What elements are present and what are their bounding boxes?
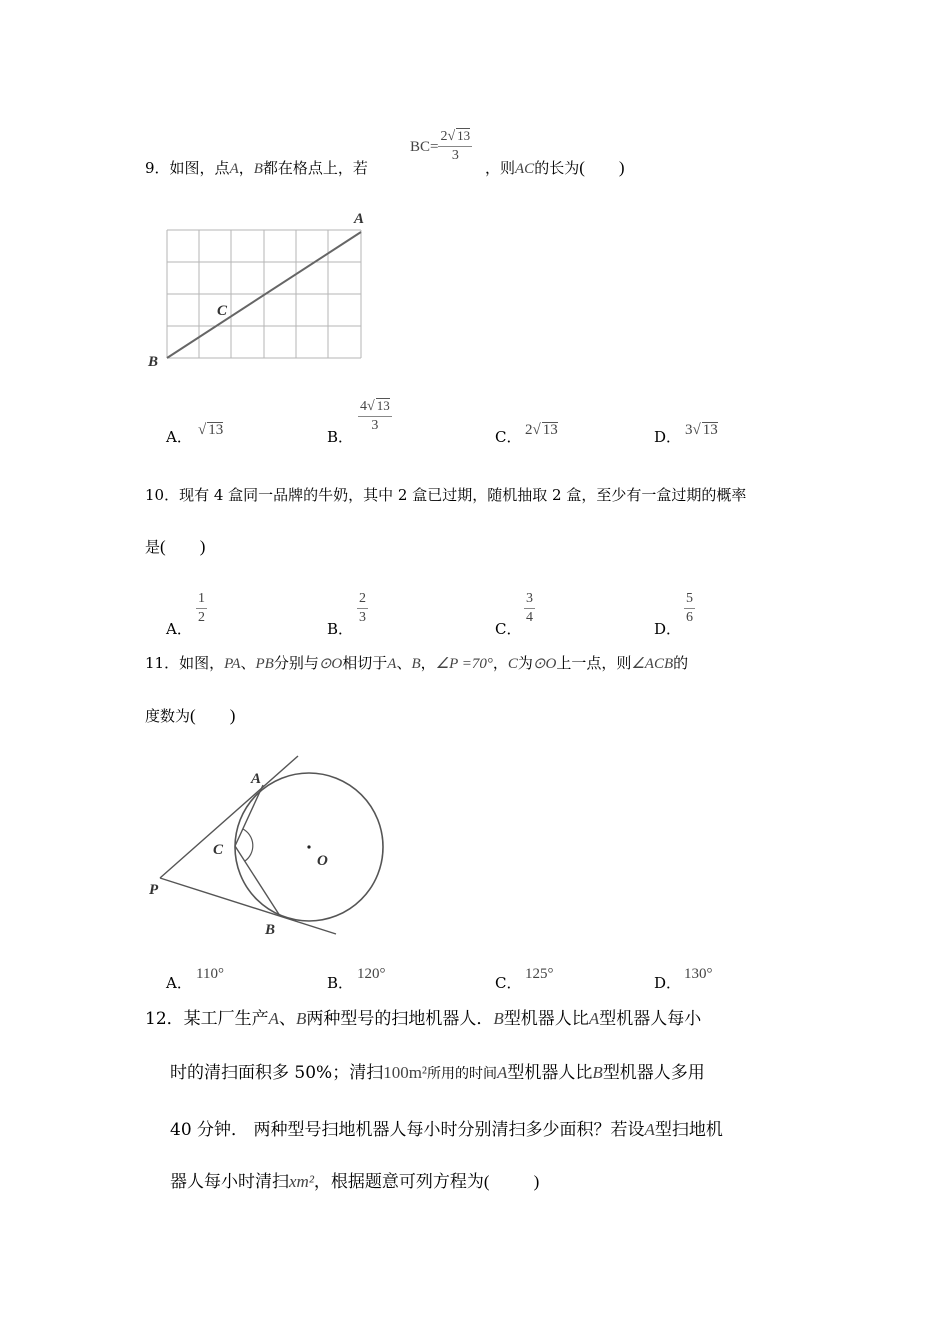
q12-line-1 bbox=[145, 1004, 701, 1029]
q9-option-a-label: A． bbox=[166, 428, 192, 446]
q9-option-b-coef: 4 bbox=[360, 399, 367, 414]
q9-stem-tail bbox=[485, 157, 625, 178]
q12-point-a-3: A bbox=[497, 1063, 508, 1082]
q10-line-1: 10．现有 4 盒同一品牌的牛奶，其中 2 盒已过期，随机抽取 2 盒，至少有一盒过期的概率 bbox=[145, 486, 747, 504]
q9-option-a-radicand: 13 bbox=[208, 422, 224, 438]
q11-option-d-value: 130° bbox=[684, 966, 713, 982]
q11-tangent-pa bbox=[160, 756, 298, 878]
q11-option-c[interactable] bbox=[495, 972, 521, 993]
q10-option-d-value bbox=[684, 590, 695, 627]
q12-point-a-2: A bbox=[588, 1009, 600, 1028]
q9-option-c-value: 2√ 13 bbox=[525, 422, 558, 438]
q9-option-d-radicand: 13 bbox=[702, 422, 718, 438]
q11-text-1: 分别与 bbox=[273, 654, 319, 672]
q10-option-c-value bbox=[524, 590, 535, 627]
q11-point-a: A bbox=[387, 656, 397, 672]
q11-point-b: B bbox=[411, 656, 421, 672]
q11-option-d[interactable] bbox=[654, 972, 681, 993]
q11-number: 11．如图， bbox=[145, 654, 225, 672]
q10-option-b-value bbox=[357, 590, 368, 627]
q11-comma-2: ， bbox=[492, 654, 508, 672]
q9-option-b-den: 3 bbox=[371, 418, 379, 433]
q10-option-c[interactable] bbox=[495, 618, 521, 639]
q9-grid-figure bbox=[140, 205, 380, 375]
q11-circle-figure bbox=[140, 750, 400, 945]
q10-option-d-den: 6 bbox=[686, 610, 693, 625]
q11-pb: PB bbox=[255, 656, 274, 672]
q11-option-b-label: B． bbox=[327, 974, 354, 992]
q9-fig-label-c: C bbox=[217, 303, 228, 319]
q9-paren-open: ( bbox=[579, 158, 585, 177]
q11-text-5: 的 bbox=[673, 654, 689, 672]
q11-option-a[interactable] bbox=[166, 972, 192, 993]
q12-point-a-1: A bbox=[268, 1009, 280, 1028]
q11-fig-label-o: O bbox=[317, 853, 328, 869]
q11-paren-close: ) bbox=[229, 706, 236, 725]
q12-area: 100m² bbox=[383, 1063, 428, 1082]
q9-bc-lhs: BC= bbox=[410, 139, 439, 155]
q11-text-4: 上一点，则 bbox=[556, 654, 632, 672]
q11-line-2 bbox=[145, 705, 235, 726]
q10-option-b-den: 3 bbox=[359, 610, 366, 625]
q11-point-c: C bbox=[507, 656, 518, 672]
q12-point-b-1: B bbox=[296, 1009, 307, 1028]
q11-center-dot bbox=[307, 845, 310, 848]
q10-text-2: 是 bbox=[145, 538, 161, 556]
q10-option-a-label: A． bbox=[166, 620, 192, 638]
q10-option-b[interactable] bbox=[327, 618, 353, 639]
q10-option-c-label: C． bbox=[495, 620, 522, 638]
q12-paren-close: ) bbox=[533, 1172, 540, 1191]
q11-line-1 bbox=[145, 652, 688, 673]
q10-option-b-num: 2 bbox=[357, 590, 368, 609]
q12-xm: xm² bbox=[289, 1172, 314, 1191]
q9-ac: AC bbox=[515, 161, 535, 177]
q9-sep: ， bbox=[238, 159, 254, 177]
q12-line-2 bbox=[170, 1058, 705, 1083]
q10-option-d[interactable] bbox=[654, 618, 681, 639]
q9-text-2: 都在格点上，若 bbox=[262, 159, 368, 177]
q11-fig-label-b: B bbox=[265, 922, 276, 938]
q9-option-c-label: C． bbox=[495, 428, 522, 446]
q9-point-b: B bbox=[253, 161, 263, 177]
q9-bc-den: 3 bbox=[451, 148, 459, 163]
q9-bc-coef: 2 bbox=[440, 129, 448, 144]
q11-option-a-label: A． bbox=[166, 974, 192, 992]
q11-option-b[interactable] bbox=[327, 972, 353, 993]
q10-option-d-num: 5 bbox=[684, 590, 695, 609]
q12-text-1c: 型机器人比 bbox=[503, 1009, 589, 1029]
q12-line-3 bbox=[170, 1115, 723, 1140]
q11-option-d-label: D． bbox=[654, 974, 682, 992]
q11-tangent-pb bbox=[160, 878, 336, 934]
q9-option-d[interactable] bbox=[654, 426, 681, 447]
q9-text-4: 的长为 bbox=[534, 159, 580, 177]
q10-paren-open: ( bbox=[160, 537, 166, 556]
q12-text-2c: 型机器人比 bbox=[507, 1063, 593, 1083]
q9-option-c-radicand: 13 bbox=[542, 422, 558, 438]
q9-point-a: A bbox=[229, 161, 239, 177]
q9-bc-radicand: 13 bbox=[457, 128, 471, 143]
q11-option-b-value: 120° bbox=[357, 966, 386, 982]
q12-text-2d: 型机器人多用 bbox=[602, 1063, 705, 1083]
q9-option-b[interactable] bbox=[327, 426, 353, 447]
q12-point-b-3: B bbox=[592, 1063, 603, 1082]
q11-fig-label-a: A bbox=[251, 771, 262, 787]
q10-option-c-den: 4 bbox=[526, 610, 533, 625]
q9-option-c[interactable] bbox=[495, 426, 521, 447]
q10-option-a-den: 2 bbox=[198, 610, 205, 625]
q12-text-4b: ，根据题意可列方程为 bbox=[313, 1172, 484, 1192]
q11-option-c-label: C． bbox=[495, 974, 522, 992]
q11-chord-cb bbox=[235, 846, 280, 916]
q11-angle-p: ∠P =70° bbox=[435, 656, 493, 672]
q10-option-a-value bbox=[196, 590, 207, 627]
q10-option-d-label: D． bbox=[654, 620, 682, 638]
q10-option-c-num: 3 bbox=[524, 590, 535, 609]
q9-paren-close: ) bbox=[618, 158, 625, 177]
q10-option-a[interactable] bbox=[166, 618, 192, 639]
q12-point-a-4: A bbox=[644, 1120, 655, 1139]
q11-fig-label-c: C bbox=[213, 842, 224, 858]
q9-option-c-coef: 2 bbox=[525, 422, 533, 438]
q11-text-2: 相切于 bbox=[342, 654, 388, 672]
q11-circle-o-2: ⊙O bbox=[532, 656, 557, 672]
q11-comma-1: ， bbox=[420, 654, 436, 672]
q9-fig-label-b: B bbox=[148, 354, 159, 370]
q11-chord-ca bbox=[235, 785, 263, 846]
q11-text-6: 度数为 bbox=[145, 707, 191, 725]
q12-text-3a: 40 分钟． 两种型号扫地机器人每小时分别清扫多少面积？若设 bbox=[170, 1120, 645, 1140]
q12-text-4a: 器人每小时清扫 bbox=[170, 1172, 289, 1192]
q9-option-b-radicand: 13 bbox=[376, 398, 390, 413]
q11-circle-o: ⊙O bbox=[318, 656, 343, 672]
q9-option-d-label: D． bbox=[654, 428, 682, 446]
q11-dun-1: 、 bbox=[240, 654, 256, 672]
q12-paren-open: ( bbox=[483, 1172, 490, 1191]
q12-text-1a: 12．某工厂生产 bbox=[145, 1009, 269, 1029]
q9-option-d-coef: 3 bbox=[685, 422, 693, 438]
q11-angle-arc bbox=[243, 829, 253, 861]
q10-option-b-label: B． bbox=[327, 620, 354, 638]
q9-bc-fraction: $\frac{2√ 13}{3}$ bbox=[440, 128, 471, 163]
q12-text-1b: 两种型号的扫地机器人． bbox=[306, 1009, 494, 1029]
q9-bc-expression bbox=[410, 128, 472, 165]
q11-paren-open: ( bbox=[190, 706, 196, 725]
q10-paren-close: ) bbox=[199, 537, 206, 556]
q9-fig-label-a: A bbox=[354, 211, 365, 227]
q12-point-b-2: B bbox=[493, 1009, 504, 1028]
q9-text-1: 如图，点 bbox=[169, 159, 230, 177]
q10-line-2 bbox=[145, 536, 205, 557]
q11-dun-2: 、 bbox=[396, 654, 412, 672]
q11-angle-acb: ∠ACB bbox=[631, 656, 674, 672]
q11-text-3: 为 bbox=[517, 654, 533, 672]
q12-text-1d: 型机器人每小 bbox=[599, 1009, 702, 1029]
q9-option-b-value: $\frac{4√ 13}{3}$ bbox=[360, 398, 390, 433]
q9-option-a[interactable] bbox=[166, 426, 192, 447]
q12-text-2a: 时的清扫面积多 50%；清扫 bbox=[170, 1063, 384, 1083]
q9-stem bbox=[145, 157, 368, 178]
q9-option-d-value: 3√ 13 bbox=[685, 422, 718, 438]
q11-option-c-value: 125° bbox=[525, 966, 554, 982]
q10-option-a-num: 1 bbox=[196, 590, 207, 609]
q11-pa: PA bbox=[224, 656, 241, 672]
q11-option-a-value: 110° bbox=[196, 966, 224, 982]
q11-fig-label-p: P bbox=[149, 882, 159, 898]
q9-option-b-label: B． bbox=[327, 428, 354, 446]
q9-number: 9． bbox=[145, 159, 170, 177]
q12-text-2b: 所用的时间 bbox=[427, 1066, 498, 1082]
q12-line-4 bbox=[170, 1167, 539, 1192]
q12-text-3b: 型扫地机 bbox=[654, 1120, 723, 1140]
q9-option-a-value: √ 13 bbox=[198, 422, 224, 438]
q9-text-3: ，则 bbox=[485, 159, 516, 177]
q12-dun: 、 bbox=[279, 1009, 297, 1029]
